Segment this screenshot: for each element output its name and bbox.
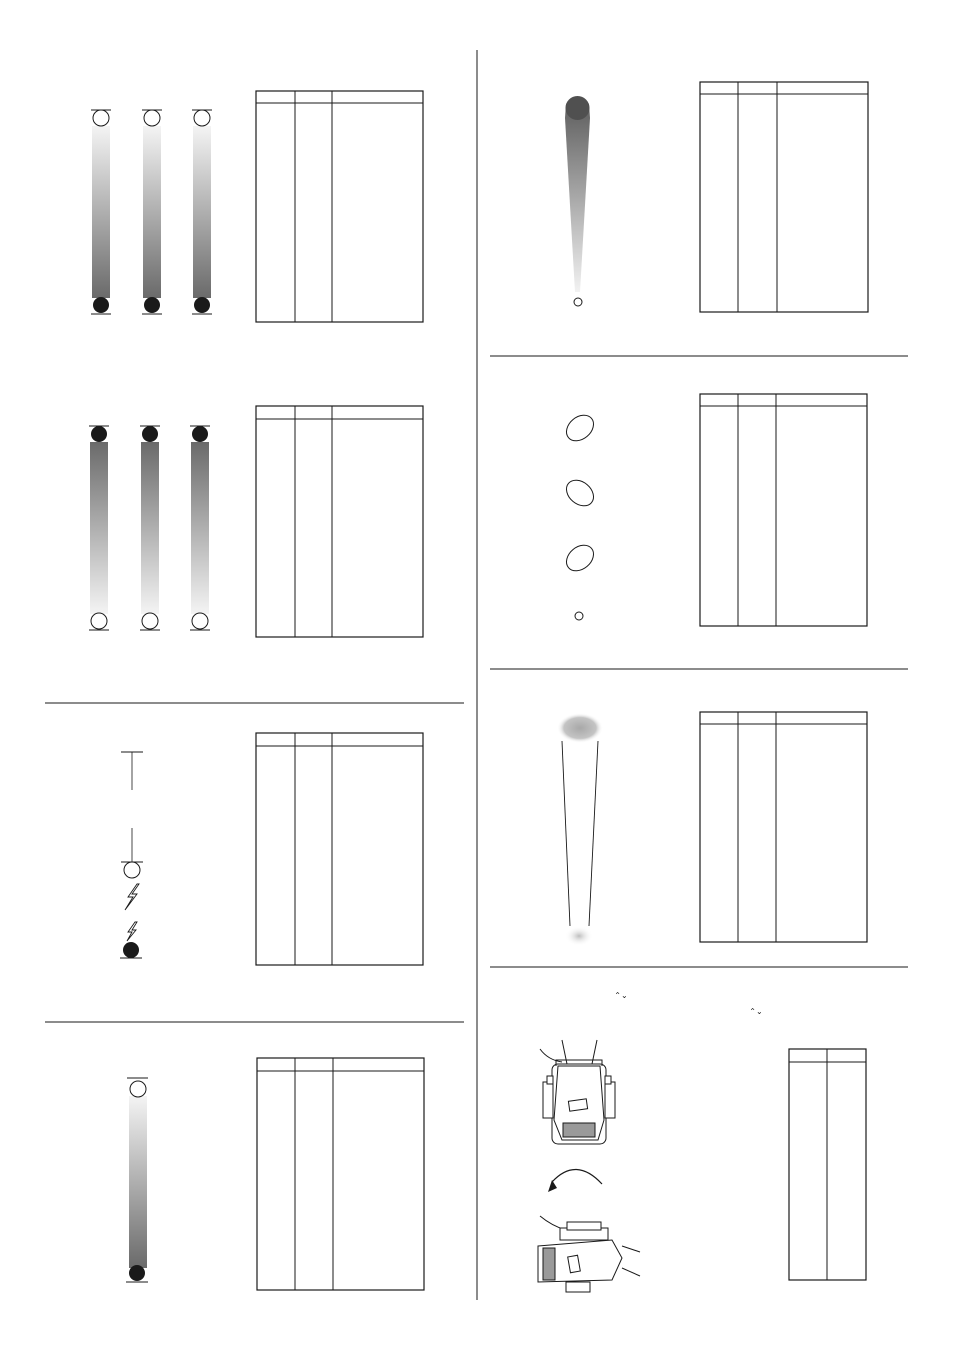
channel-table [256,91,423,322]
gradient-bar [140,426,160,630]
figure-single-bar-dark-bottom [126,1078,148,1282]
figure-fixture-rotation [538,1040,640,1292]
open-circle-icon [575,612,583,620]
open-circle-icon [91,613,107,629]
filled-circle-icon [129,1265,145,1281]
gradient-bar [142,110,162,314]
filled-circle-icon [123,942,139,958]
gradient-bar [91,110,111,314]
beam-ellipse [561,475,598,511]
open-circle-icon [574,298,582,306]
figure-strobe-column [120,752,143,958]
channel-table [256,406,423,637]
lightning-bolt-icon [127,922,137,941]
up-down-arrow-icon: ⌃⌄ [749,1007,763,1016]
figure-three-bars-dark-bottom [91,110,212,314]
figure-blurred-beam [557,713,603,946]
filled-circle-icon [142,426,158,442]
beam-ellipse [561,410,598,446]
moving-head-fixture-icon [540,1040,615,1144]
moving-head-fixture-icon [538,1216,640,1292]
figure-three-bars-dark-top [89,426,210,630]
beam-ellipse [561,540,598,576]
filled-circle-icon [192,426,208,442]
channel-table [700,712,867,942]
gradient-bar [190,426,210,630]
rotate-arrow-icon [552,1169,602,1184]
open-circle-icon [93,110,109,126]
channel-table [789,1049,866,1280]
figure-ellipses-column [561,410,598,620]
filled-circle-icon [93,297,109,313]
filled-circle-icon [194,297,210,313]
channel-table [257,1058,424,1290]
channel-table [700,394,867,626]
gradient-bar [89,426,109,630]
open-circle-icon [192,613,208,629]
figure-tapered-beam [565,96,590,306]
open-circle-icon [124,862,140,878]
channel-table [256,733,423,965]
open-circle-icon [144,110,160,126]
channel-table [700,82,868,312]
open-circle-icon [142,613,158,629]
gradient-bar [192,110,212,314]
open-circle-icon [130,1081,146,1097]
lightning-bolt-icon [125,884,139,910]
filled-circle-icon [91,426,107,442]
up-down-arrow-icon: ⌃⌄ [614,991,628,1000]
filled-circle-icon [144,297,160,313]
open-circle-icon [194,110,210,126]
